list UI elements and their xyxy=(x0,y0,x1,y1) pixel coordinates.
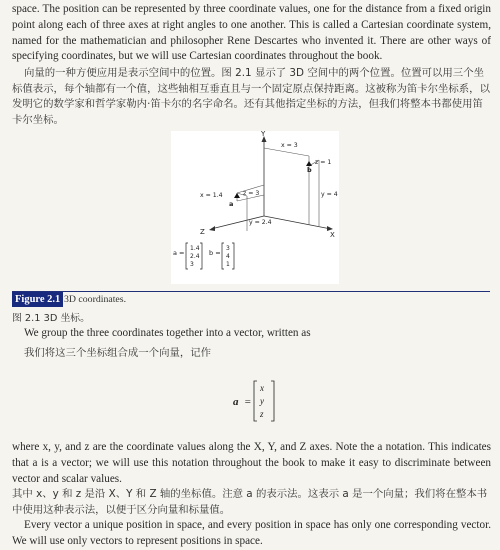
axis-x-label: X xyxy=(330,231,335,239)
vector-b-value-2: 4 xyxy=(226,253,230,260)
figure-caption-chinese: 图 2.1 3D 坐标。 xyxy=(12,313,90,324)
figure-caption-rule xyxy=(12,291,490,292)
paragraph-english-2: We group the three coordinates together into a vector, written as xyxy=(24,327,311,339)
paragraph-english-1: space. The position can be represented by three coordinate values, one for the distance from a fixed origin point along each of three axes at right angles to one another. This is called a Cartesian coordinate system, named for the mathematician and philosopher Rene Descartes who invented it. There are other ways of specifying coordinates, but we will use Cartesian coordinates throughout the book. xyxy=(12,3,491,63)
vector-b-value-1: 3 xyxy=(226,245,230,252)
paragraph-english-4: Every vector a unique position in space, and every position in space has only one corresponding vector. We will use only vectors to represent positions in space. xyxy=(12,519,491,547)
label-x3: x = 3 xyxy=(281,142,298,149)
label-x1-4: x = 1.4 xyxy=(200,192,223,199)
paragraph-chinese-2: 我们将这三个坐标组合成一个向量，记作 xyxy=(24,347,212,359)
equation-row-y: y xyxy=(260,396,264,406)
axis-z-label: Z xyxy=(200,228,205,236)
equation-row-x: x xyxy=(260,383,264,393)
equation-lhs: a xyxy=(233,396,239,408)
figure-3d-coordinates xyxy=(171,131,339,284)
paragraph-chinese-1: 向量的一种方便应用是表示空间中的位置。图 2.1 显示了 3D 空间中的两个位置。位置可以用三个坐标值表示，每个轴都有一个值，这些轴相互垂直且与一个固定原点保持距离。这被称为笛卡尔坐标系，以发明它的数学家和哲学家勒内·笛卡尔的名字命名。还有其他指定坐标的方法，但我们将整本书都使用笛卡尔坐标。 xyxy=(12,67,490,126)
figure-label: Figure 2.1 xyxy=(12,292,63,307)
point-a-label: a xyxy=(229,200,234,208)
vector-a-value-1: 1.4 xyxy=(190,245,200,252)
vector-a-value-3: 3 xyxy=(190,261,194,268)
equation-row-z: z xyxy=(260,409,264,419)
figure-caption: 3D coordinates. xyxy=(64,294,127,305)
axis-y-label: Y xyxy=(261,131,266,138)
vector-a-name: a = xyxy=(173,249,185,257)
label-z1: z = 1 xyxy=(315,159,332,166)
vector-equation xyxy=(233,378,293,424)
label-y2-4: y = 2.4 xyxy=(249,219,272,226)
label-y4: y = 4 xyxy=(321,191,338,198)
label-z3: z = 3 xyxy=(243,190,260,197)
vector-b-value-3: 1 xyxy=(226,261,230,268)
point-b-label: b xyxy=(307,166,312,174)
paragraph-english-3: where x, y, and z are the coordinate values along the X, Y, and Z axes. Note the a notation. This indicates that a is a vector; we will use this notation throughout the book to make it easy to discriminate between vector and scalar values. xyxy=(12,441,491,485)
vector-b-name: b = xyxy=(209,249,221,257)
vector-a-value-2: 2.4 xyxy=(190,253,200,260)
equation-equals: = xyxy=(244,396,252,408)
paragraph-chinese-3: 其中 x、y 和 z 是沿 X、Y 和 Z 轴的坐标值。注意 a 的表示法。这表示 a 是一个向量；我们将在整本书中使用这种表示法，以便于区分向量和标量值。 xyxy=(12,488,488,516)
